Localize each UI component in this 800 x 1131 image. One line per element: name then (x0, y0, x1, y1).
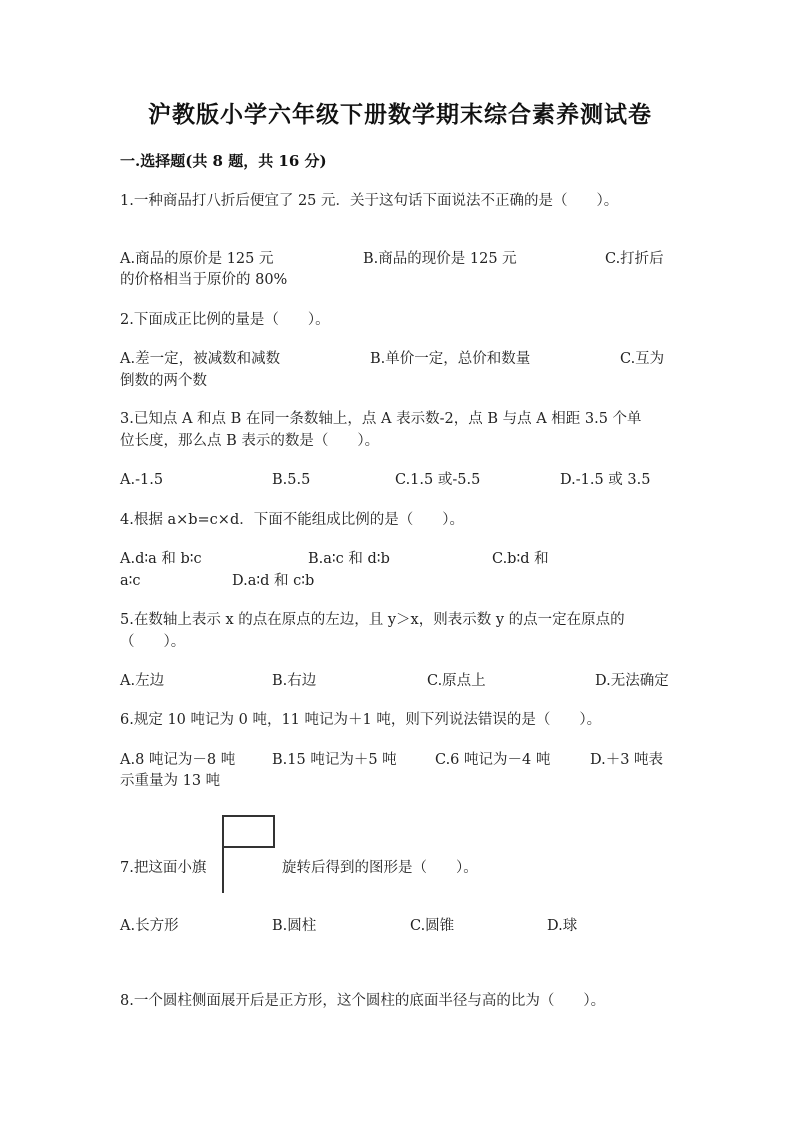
question-4-option-b: B.a∶c 和 d∶b (308, 551, 390, 567)
question-6-option-b: B.15 吨记为＋5 吨 (272, 752, 397, 768)
question-2-option-a: A.差一定，被减数和减数 (120, 351, 281, 367)
question-7-option-c: C.圆锥 (410, 918, 455, 934)
question-7-stem-part-2: 旋转后得到的图形是（ ）。 (282, 860, 478, 876)
question-7-option-b: B.圆柱 (272, 918, 317, 934)
question-2-option-c-cont: 倒数的两个数 (120, 373, 207, 389)
question-5-stem-line-1: 5.在数轴上表示 x 的点在原点的左边，且 y＞x，则表示数 y 的点一定在原点的 (120, 612, 625, 628)
question-4-stem: 4.根据 a×b=c×d．下面不能组成比例的是（ ）。 (120, 512, 464, 528)
question-3-option-a: A.-1.5 (120, 472, 164, 488)
question-6-option-d: D.＋3 吨表 (590, 752, 664, 768)
question-1-option-c-cont: 的价格相当于原价的 80% (120, 272, 288, 288)
question-3-option-c: C.1.5 或-5.5 (395, 472, 481, 488)
question-3-stem-line-1: 3.已知点 A 和点 B 在同一条数轴上，点 A 表示数-2，点 B 与点 A 相距 3.5 个单 (120, 411, 642, 427)
question-4-option-a: A.d∶a 和 b∶c (120, 551, 202, 567)
flag-figure (222, 815, 275, 848)
question-1-stem: 1.一种商品打八折后便宜了 25 元．关于这句话下面说法不正确的是（ ）。 (120, 193, 619, 209)
question-2-option-b: B.单价一定，总价和数量 (370, 351, 531, 367)
question-6-option-a: A.8 吨记为－8 吨 (120, 752, 236, 768)
question-5-option-d: D.无法确定 (595, 673, 669, 689)
question-4-option-d: D.a∶d 和 c∶b (232, 573, 315, 589)
question-5-option-b: B.右边 (272, 673, 317, 689)
question-1-option-c: C.打折后 (605, 251, 664, 267)
question-7-option-a: A.长方形 (120, 918, 179, 934)
question-1-option-b: B.商品的现价是 125 元 (363, 251, 517, 267)
question-6-stem: 6.规定 10 吨记为 0 吨，11 吨记为＋1 吨，则下列说法错误的是（ ）。 (120, 712, 602, 728)
question-1-option-a: A.商品的原价是 125 元 (120, 251, 274, 267)
page-title: 沪教版小学六年级下册数学期末综合素养测试卷 (148, 101, 652, 128)
question-2-stem: 2.下面成正比例的量是（ ）。 (120, 312, 330, 328)
question-4-option-c: C.b∶d 和 (492, 551, 549, 567)
question-6-option-c: C.6 吨记为－4 吨 (435, 752, 551, 768)
question-3-stem-line-2: 位长度，那么点 B 表示的数是（ ）。 (120, 433, 380, 449)
question-7-stem-part-1: 7.把这面小旗 (120, 860, 207, 876)
question-5-option-c: C.原点上 (427, 673, 486, 689)
question-3-option-d: D.-1.5 或 3.5 (560, 472, 651, 488)
question-2-option-c: C.互为 (620, 351, 665, 367)
question-5-stem-line-2: （ ）。 (120, 634, 186, 650)
question-3-option-b: B.5.5 (272, 472, 311, 488)
section-heading: 一.选择题(共 8 题，共 16 分) (120, 152, 327, 170)
question-7-option-d: D.球 (547, 918, 578, 934)
question-6-option-d-cont: 示重量为 13 吨 (120, 773, 221, 789)
question-5-option-a: A.左边 (120, 673, 165, 689)
question-4-option-c-cont: a∶c (120, 573, 141, 589)
question-8-stem: 8.一个圆柱侧面展开后是正方形，这个圆柱的底面半径与高的比为（ ）。 (120, 993, 606, 1009)
